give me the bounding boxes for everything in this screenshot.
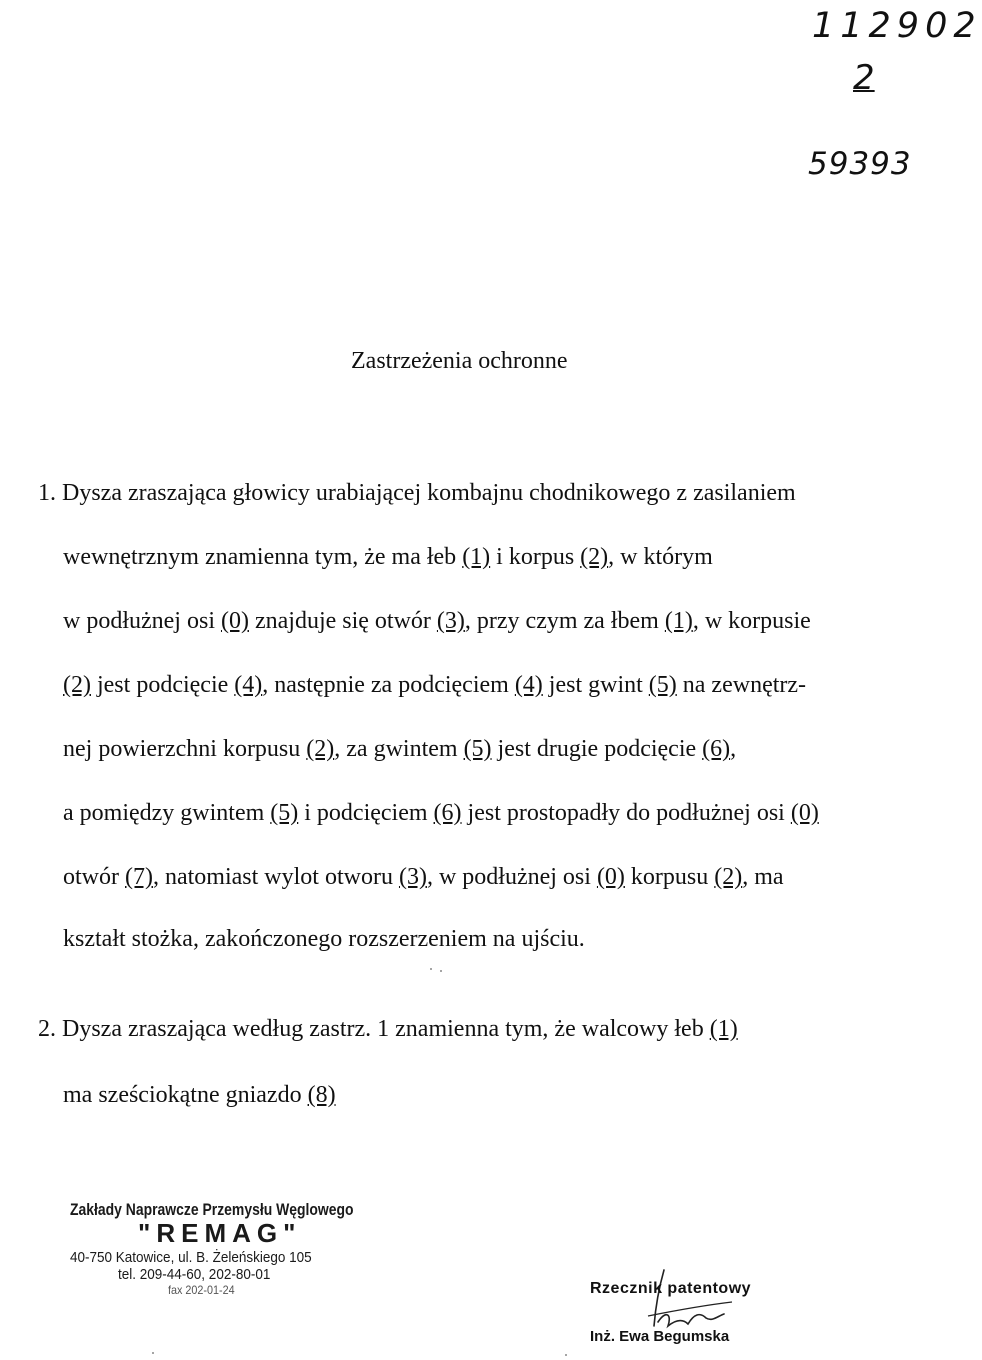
claim-text: jest podcięcie (90, 672, 235, 698)
reference-numeral: (2) (63, 672, 91, 698)
claim-text: jest drugie podcięcie (491, 736, 703, 762)
scan-speck (152, 1352, 154, 1354)
document-number: 112902 (812, 6, 982, 46)
claim-text: , ma (742, 864, 784, 890)
claim-text: , w podłużnej osi (426, 864, 597, 890)
claim-text: i korpus (490, 544, 581, 570)
reference-numeral: (1) (462, 544, 491, 570)
claim-line (63, 670, 806, 700)
reference-numeral: (0) (790, 800, 819, 826)
reference-numeral: (5) (463, 736, 492, 762)
claim-text: i podcięciem (298, 800, 434, 826)
claim-text: na zewnętrz- (676, 672, 807, 698)
reference-numeral: (2) (580, 544, 609, 570)
reference-numeral: (1) (664, 608, 693, 634)
claim-line (63, 862, 784, 892)
stamp-company-name: Zakłady Naprawcze Przemysłu Węglowego (70, 1200, 354, 1219)
claim-text: , przy czym za łbem (464, 608, 665, 634)
reference-numeral: (7) (125, 864, 153, 890)
claim-line (63, 1080, 336, 1110)
scan-speck (440, 970, 442, 972)
attorney-title: Rzecznik patentowy (590, 1280, 752, 1297)
claim-text: a pomiędzy gwintem (63, 800, 271, 826)
reference-numeral: (8) (307, 1082, 336, 1108)
reference-numeral: (6) (433, 800, 462, 826)
reference-numeral: (0) (220, 608, 249, 634)
claim-text: , (730, 736, 737, 762)
claim-text: , za gwintem (334, 736, 464, 762)
scan-speck (565, 1354, 567, 1356)
claim-text: znajduje się otwór (248, 608, 437, 634)
claim-text: ma sześciokątne gniazdo (63, 1082, 308, 1108)
claim-line (63, 798, 819, 828)
claim-line (63, 734, 736, 764)
company-stamp (70, 1200, 370, 1297)
stamp-phone: tel. 209-44-60, 202-80-01 (118, 1266, 271, 1283)
attorney-name: Inż. Ewa Begumska (590, 1328, 730, 1345)
claim-text: jest prostopadły do podłużnej osi (461, 800, 791, 826)
reference-numeral: (5) (270, 800, 299, 826)
claim-text: , następnie za podcięciem (262, 672, 515, 698)
reference-numeral: (4) (234, 672, 263, 698)
reference-numeral: (2) (306, 736, 335, 762)
claim-line (63, 606, 811, 636)
handwritten-reference-number: 59393 (808, 146, 912, 182)
claim-text: jest gwint (542, 672, 649, 698)
reference-numeral: (0) (596, 864, 625, 890)
claim-text: nej powierzchni korpusu (63, 736, 307, 762)
scan-speck (430, 968, 432, 970)
claim-text: w podłużnej osi (63, 608, 221, 634)
reference-numeral: (4) (514, 672, 543, 698)
reference-numeral: (1) (709, 1016, 738, 1042)
claim-line (63, 542, 713, 572)
stamp-company-brand: "REMAG" (138, 1218, 302, 1248)
claim-text: , w korpusie (692, 608, 811, 634)
reference-numeral: (2) (714, 864, 743, 890)
claim-line (38, 1014, 738, 1044)
attorney-stamp (590, 1280, 751, 1345)
stamp-address: 40-750 Katowice, ul. B. Żeleńskiego 105 (70, 1249, 312, 1266)
claim-text: , natomiast wylot otworu (152, 864, 399, 890)
claim-line (63, 924, 585, 954)
reference-numeral: (3) (436, 608, 465, 634)
claim-text: , w którym (608, 544, 713, 570)
claim-text: kształt stożka, zakończonego rozszerzeniem na ujściu. (63, 926, 585, 952)
claim-text: 1. Dysza zraszająca głowicy urabiającej kombajnu chodnikowego z zasilaniem (38, 480, 796, 506)
reference-numeral: (3) (398, 864, 427, 890)
reference-numeral: (5) (648, 672, 677, 698)
claim-line (38, 478, 796, 508)
claim-text: korpusu (624, 864, 715, 890)
stamp-fax: fax 202-01-24 (168, 1283, 235, 1297)
claim-text: otwór (63, 864, 125, 890)
page-title: Zastrzeżenia ochronne (351, 348, 568, 374)
handwritten-sub-number: 2 (853, 58, 875, 98)
claim-text: wewnętrznym znamienna tym, że ma łeb (63, 544, 463, 570)
reference-numeral: (6) (702, 736, 731, 762)
claim-text: 2. Dysza zraszająca według zastrz. 1 znamienna tym, że walcowy łeb (38, 1016, 710, 1042)
